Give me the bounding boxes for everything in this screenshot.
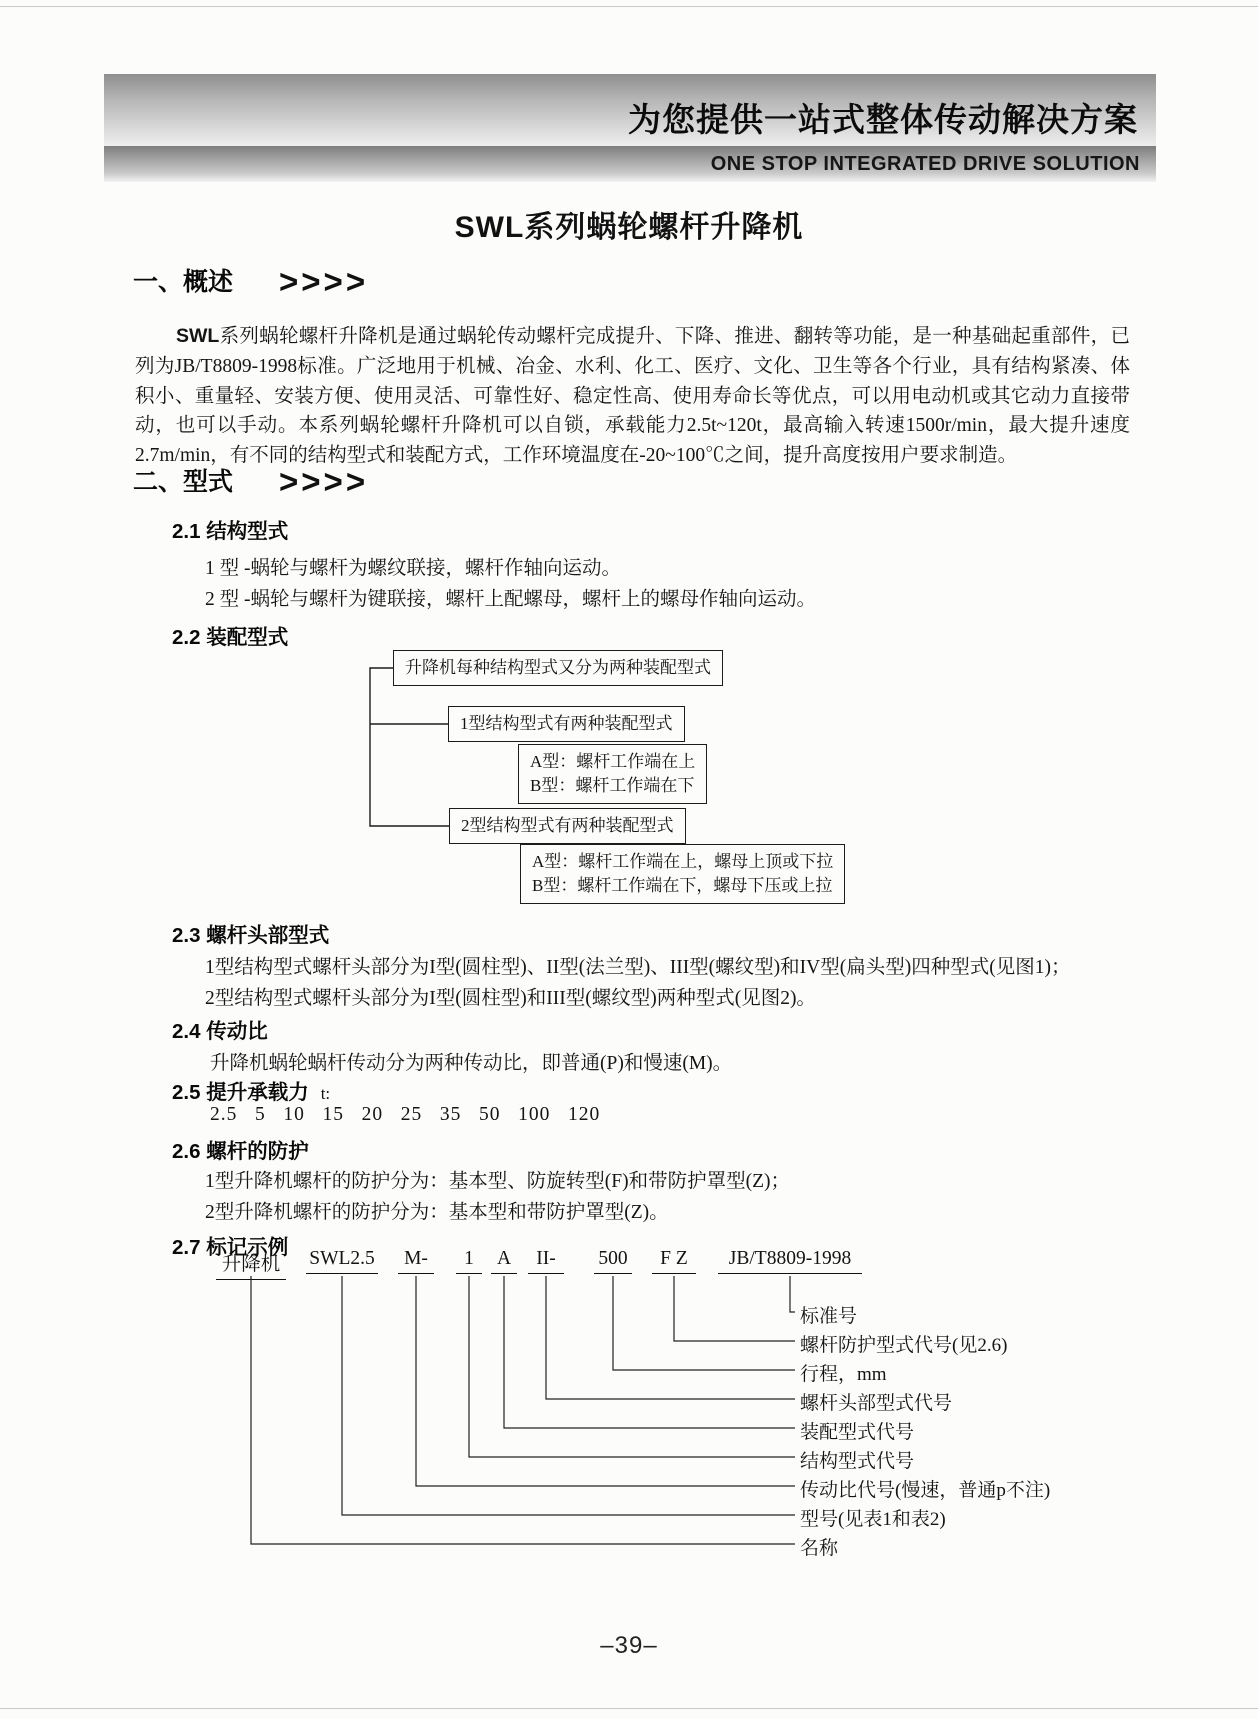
structural-type-item-2: 2 型 -蜗轮与螺杆为键联接，螺杆上配螺母，螺杆上的螺母作轴向运动。 (205, 589, 816, 610)
heading-2-5-row (172, 1075, 330, 1105)
section-2-heading-row (133, 462, 368, 501)
callout-stroke: 行程，mm (800, 1364, 887, 1385)
type2-variant-b: B型：螺杆工作端在下，螺母下压或上拉 (532, 876, 833, 895)
flow-box-root: 升降机每种结构型式又分为两种装配型式 (393, 650, 723, 686)
callout-protection-code: 螺杆防护型式代号(见2.6) (800, 1335, 1008, 1356)
screw-head-line-1: 1型结构型式螺杆头部分为I型(圆柱型)、II型(法兰型)、III型(螺纹型)和IV型(扁头型)四种型式(见图1)； (205, 957, 1071, 978)
callout-ratio-code: 传动比代号(慢速，普通p不注) (800, 1480, 1051, 1501)
transmission-ratio-line: 升降机蜗轮蜗杆传动分为两种传动比，即普通(P)和慢速(M)。 (210, 1053, 733, 1074)
screw-protection-line-2: 2型升降机螺杆的防护分为：基本型和带防护罩型(Z)。 (205, 1202, 669, 1223)
page-top-rule (0, 6, 1258, 7)
heading-2-6: 2.6 螺杆的防护 (172, 1140, 309, 1163)
designation-name: 升降机 (216, 1248, 286, 1280)
designation-head-code: II- (528, 1248, 564, 1274)
designation-ratio-code: M- (398, 1248, 434, 1274)
heading-2-7: 2.7 标记示例 (172, 1236, 289, 1259)
designation-assembly-code: A (491, 1248, 517, 1274)
banner-gradient-band (104, 74, 1156, 146)
designation-model: SWL2.5 (306, 1248, 378, 1274)
designation-standard: JB/T8809-1998 (718, 1248, 862, 1274)
section-2-arrows-icon: >>>> (279, 463, 369, 500)
flow-box-type2-variants (520, 844, 845, 904)
heading-2-4: 2.4 传动比 (172, 1020, 268, 1043)
header-banner (104, 74, 1156, 182)
callout-assembly-code: 装配型式代号 (800, 1422, 915, 1443)
section-2-heading: 二、型式 (133, 468, 234, 496)
banner-subtitle-band (104, 146, 1156, 182)
banner-slogan-cn: 为您提供一站式整体传动解决方案 (628, 103, 1138, 139)
screw-head-line-2: 2型结构型式螺杆头部分为I型(圆柱型)和III型(螺纹型)两种型式(见图2)。 (205, 988, 816, 1009)
type1-variant-a: A型：螺杆工作端在上 (530, 752, 696, 771)
callout-structure-code: 结构型式代号 (800, 1451, 915, 1472)
heading-2-1: 2.1 结构型式 (172, 520, 289, 543)
page-number: –39– (600, 1632, 658, 1659)
designation-stroke: 500 (594, 1248, 632, 1274)
callout-model: 型号(见表1和表2) (800, 1509, 946, 1530)
flow-box-type2: 2型结构型式有两种装配型式 (449, 808, 686, 844)
flow-box-type1-variants (518, 744, 707, 804)
type1-variant-b: B型：螺杆工作端在下 (530, 776, 695, 795)
section-1-heading: 一、概述 (133, 268, 234, 296)
paragraph-lead: SWL (175, 325, 220, 347)
structural-type-item-1: 1 型 -蜗轮与螺杆为螺纹联接，螺杆作轴向运动。 (205, 558, 621, 579)
overview-paragraph (135, 322, 1130, 471)
callout-name: 名称 (800, 1538, 839, 1559)
heading-2-5-unit: t: (320, 1084, 331, 1103)
section-1-arrows-icon: >>>> (279, 263, 369, 300)
section-1-heading-row (133, 262, 368, 301)
heading-2-2: 2.2 装配型式 (172, 626, 289, 649)
heading-2-5: 2.5 提升承载力 (172, 1081, 309, 1104)
flow-box-type1: 1型结构型式有两种装配型式 (448, 706, 685, 742)
paragraph-body: 系列蜗轮螺杆升降机是通过蜗轮传动螺杆完成提升、下降、推进、翻转等功能，是一种基础起重部件，已列为JB/T8809-1998标准。广泛地用于机械、冶金、水利、化工、医疗、文化、卫生等各个行业，具有结构紧凑、体积小、重量轻、安装方便、使用灵活、可靠性好、稳定性高、使用寿命长等优点，可以用电动机或其它动力直接带动，也可以手动。本系列蜗轮螺杆升降机可以自锁，承载能力2.5t~120t，最高输入转速1500r/min，最大提升速度2.7m/min，有不同的结构型式和装配方式，工作环境温度在-20~100℃之间，提升高度按用户要求制造。 (135, 326, 1130, 467)
load-capacity-values: 2.5 5 10 15 20 25 35 50 100 120 (210, 1104, 601, 1125)
heading-2-3: 2.3 螺杆头部型式 (172, 924, 330, 947)
designation-protection-code: F Z (652, 1248, 696, 1274)
callout-standard-number: 标准号 (800, 1306, 858, 1327)
banner-slogan-en: ONE STOP INTEGRATED DRIVE SOLUTION (710, 152, 1140, 175)
type2-variant-a: A型：螺杆工作端在上，螺母上顶或下拉 (532, 852, 834, 871)
screw-protection-line-1: 1型升降机螺杆的防护分为：基本型、防旋转型(F)和带防护罩型(Z)； (205, 1171, 790, 1192)
page-title: SWL系列蜗轮螺杆升降机 (454, 211, 804, 244)
page-bottom-rule (0, 1708, 1258, 1709)
designation-structure-code: 1 (456, 1248, 482, 1274)
callout-head-type-code: 螺杆头部型式代号 (800, 1393, 953, 1414)
